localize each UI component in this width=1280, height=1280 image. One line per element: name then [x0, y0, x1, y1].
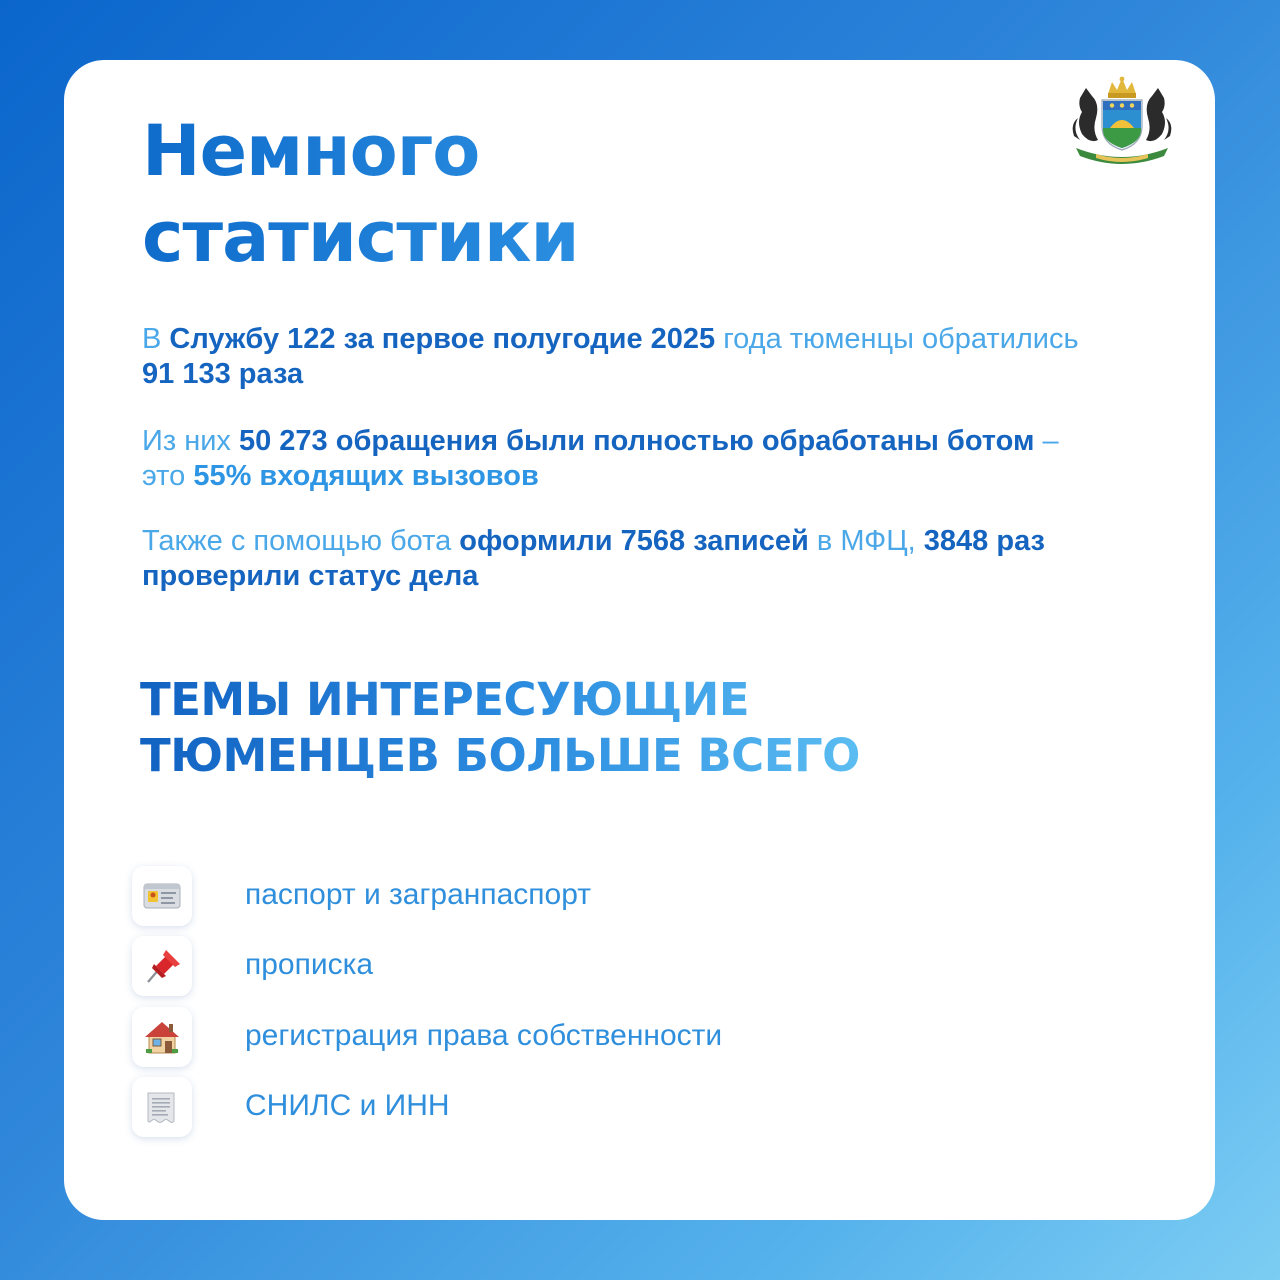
para-text: Также с помощью бота	[142, 525, 460, 557]
topics-heading-line-2: ТЮМЕНЦЕВ БОЛЬШЕ ВСЕГО	[140, 729, 860, 782]
stat-paragraph-bot	[142, 424, 1102, 494]
list-item	[132, 866, 852, 926]
topic-label: СНИЛС и ИНН	[245, 1089, 450, 1122]
para-bold: 3848 раз проверили статус дела	[142, 525, 1045, 592]
para-bold: 50 273 обращения были полностью обработаны ботом	[238, 425, 1035, 457]
para-bold: 55% входящих вызовов	[193, 460, 539, 492]
para-bold: Службу 122 за первое полугодие 2025	[169, 323, 716, 355]
list-item	[132, 1007, 852, 1067]
topic-label: регистрация права собственности	[245, 1019, 723, 1052]
para-text: Из них	[142, 425, 239, 457]
list-item	[132, 1077, 852, 1137]
document-icon	[132, 1077, 192, 1137]
topics-heading	[140, 672, 860, 784]
pushpin-icon	[132, 936, 192, 996]
para-text: в МФЦ,	[808, 525, 924, 557]
para-text: – это	[142, 425, 1059, 492]
topic-label: паспорт и загранпаспорт	[245, 878, 591, 911]
list-item	[132, 936, 852, 996]
stat-paragraph-mfc	[142, 524, 1102, 594]
page-title	[142, 108, 579, 280]
para-bold: 91 133 раза	[142, 358, 304, 390]
coat-of-arms-icon	[1066, 74, 1178, 164]
id-card-icon	[132, 866, 192, 926]
title-line-2: статистики	[142, 196, 579, 278]
para-bold: оформили 7568 записей	[459, 525, 809, 557]
topics-heading-line-1: ТЕМЫ ИНТЕРЕСУЮЩИЕ	[140, 673, 750, 726]
house-icon	[132, 1007, 192, 1067]
para-text: года тюменцы обратились	[715, 323, 1079, 355]
title-line-1: Немного	[142, 110, 480, 192]
topic-label: прописка	[245, 948, 374, 981]
para-text: В	[142, 323, 170, 355]
stat-paragraph-requests	[142, 322, 1102, 392]
